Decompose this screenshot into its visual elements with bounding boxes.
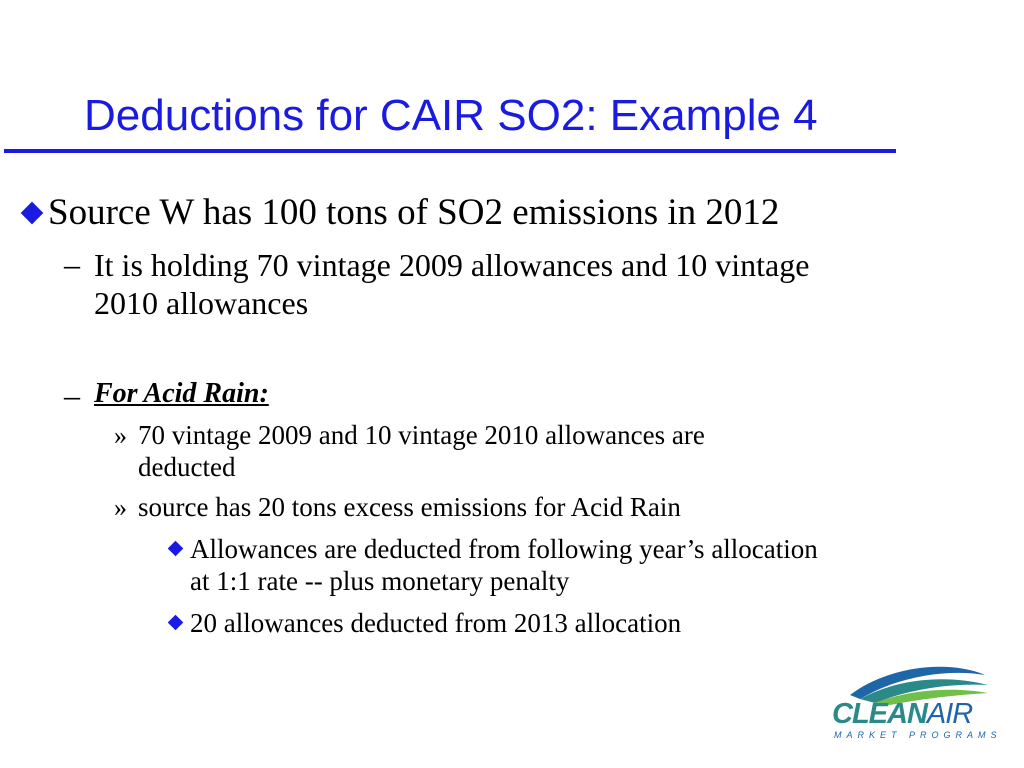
raquo-bullet-icon: »: [114, 421, 127, 450]
diamond-bullet-icon: [168, 541, 184, 557]
bullet-level2-text-line1: It is holding 70 vintage 2009 allowances and 10 vintage: [94, 247, 810, 283]
bullet-level4-text-line1: Allowances are deducted from following year’s allocation: [190, 534, 818, 564]
bullet-level4-text: 20 allowances deducted from 2013 allocation: [190, 608, 682, 638]
logo-word-clean: CLEAN: [832, 698, 927, 730]
bullet-level3-text-line2: deducted: [138, 452, 236, 482]
bullet-level1-text: Source W has 100 tons of SO2 emissions in 2012: [48, 192, 780, 233]
logo-word-air: AIR: [926, 698, 973, 730]
dash-bullet-icon: –: [64, 377, 80, 413]
logo-subtitle: MARKET PROGRAMS: [834, 730, 1002, 740]
bullet-level4-text-line2: at 1:1 rate -- plus monetary penalty: [190, 566, 570, 596]
logo-wordmark: [832, 700, 972, 729]
bullet-level3-text: source has 20 tons excess emissions for Acid Rain: [138, 492, 681, 522]
diamond-bullet-icon: [168, 615, 184, 631]
slide-title: Deductions for CAIR SO2: Example 4: [84, 91, 818, 140]
raquo-bullet-icon: »: [114, 493, 127, 522]
bullet-level2-text-line2: 2010 allowances: [94, 285, 309, 321]
acid-rain-heading: For Acid Rain:: [94, 378, 269, 409]
bullet-level2-heading-wrap: [94, 380, 269, 408]
diamond-bullet-icon: [21, 202, 44, 225]
dash-bullet-icon: –: [64, 246, 80, 282]
title-underline: [4, 149, 896, 153]
bullet-level3-text-line1: 70 vintage 2009 and 10 vintage 2010 allowances are: [138, 420, 705, 450]
